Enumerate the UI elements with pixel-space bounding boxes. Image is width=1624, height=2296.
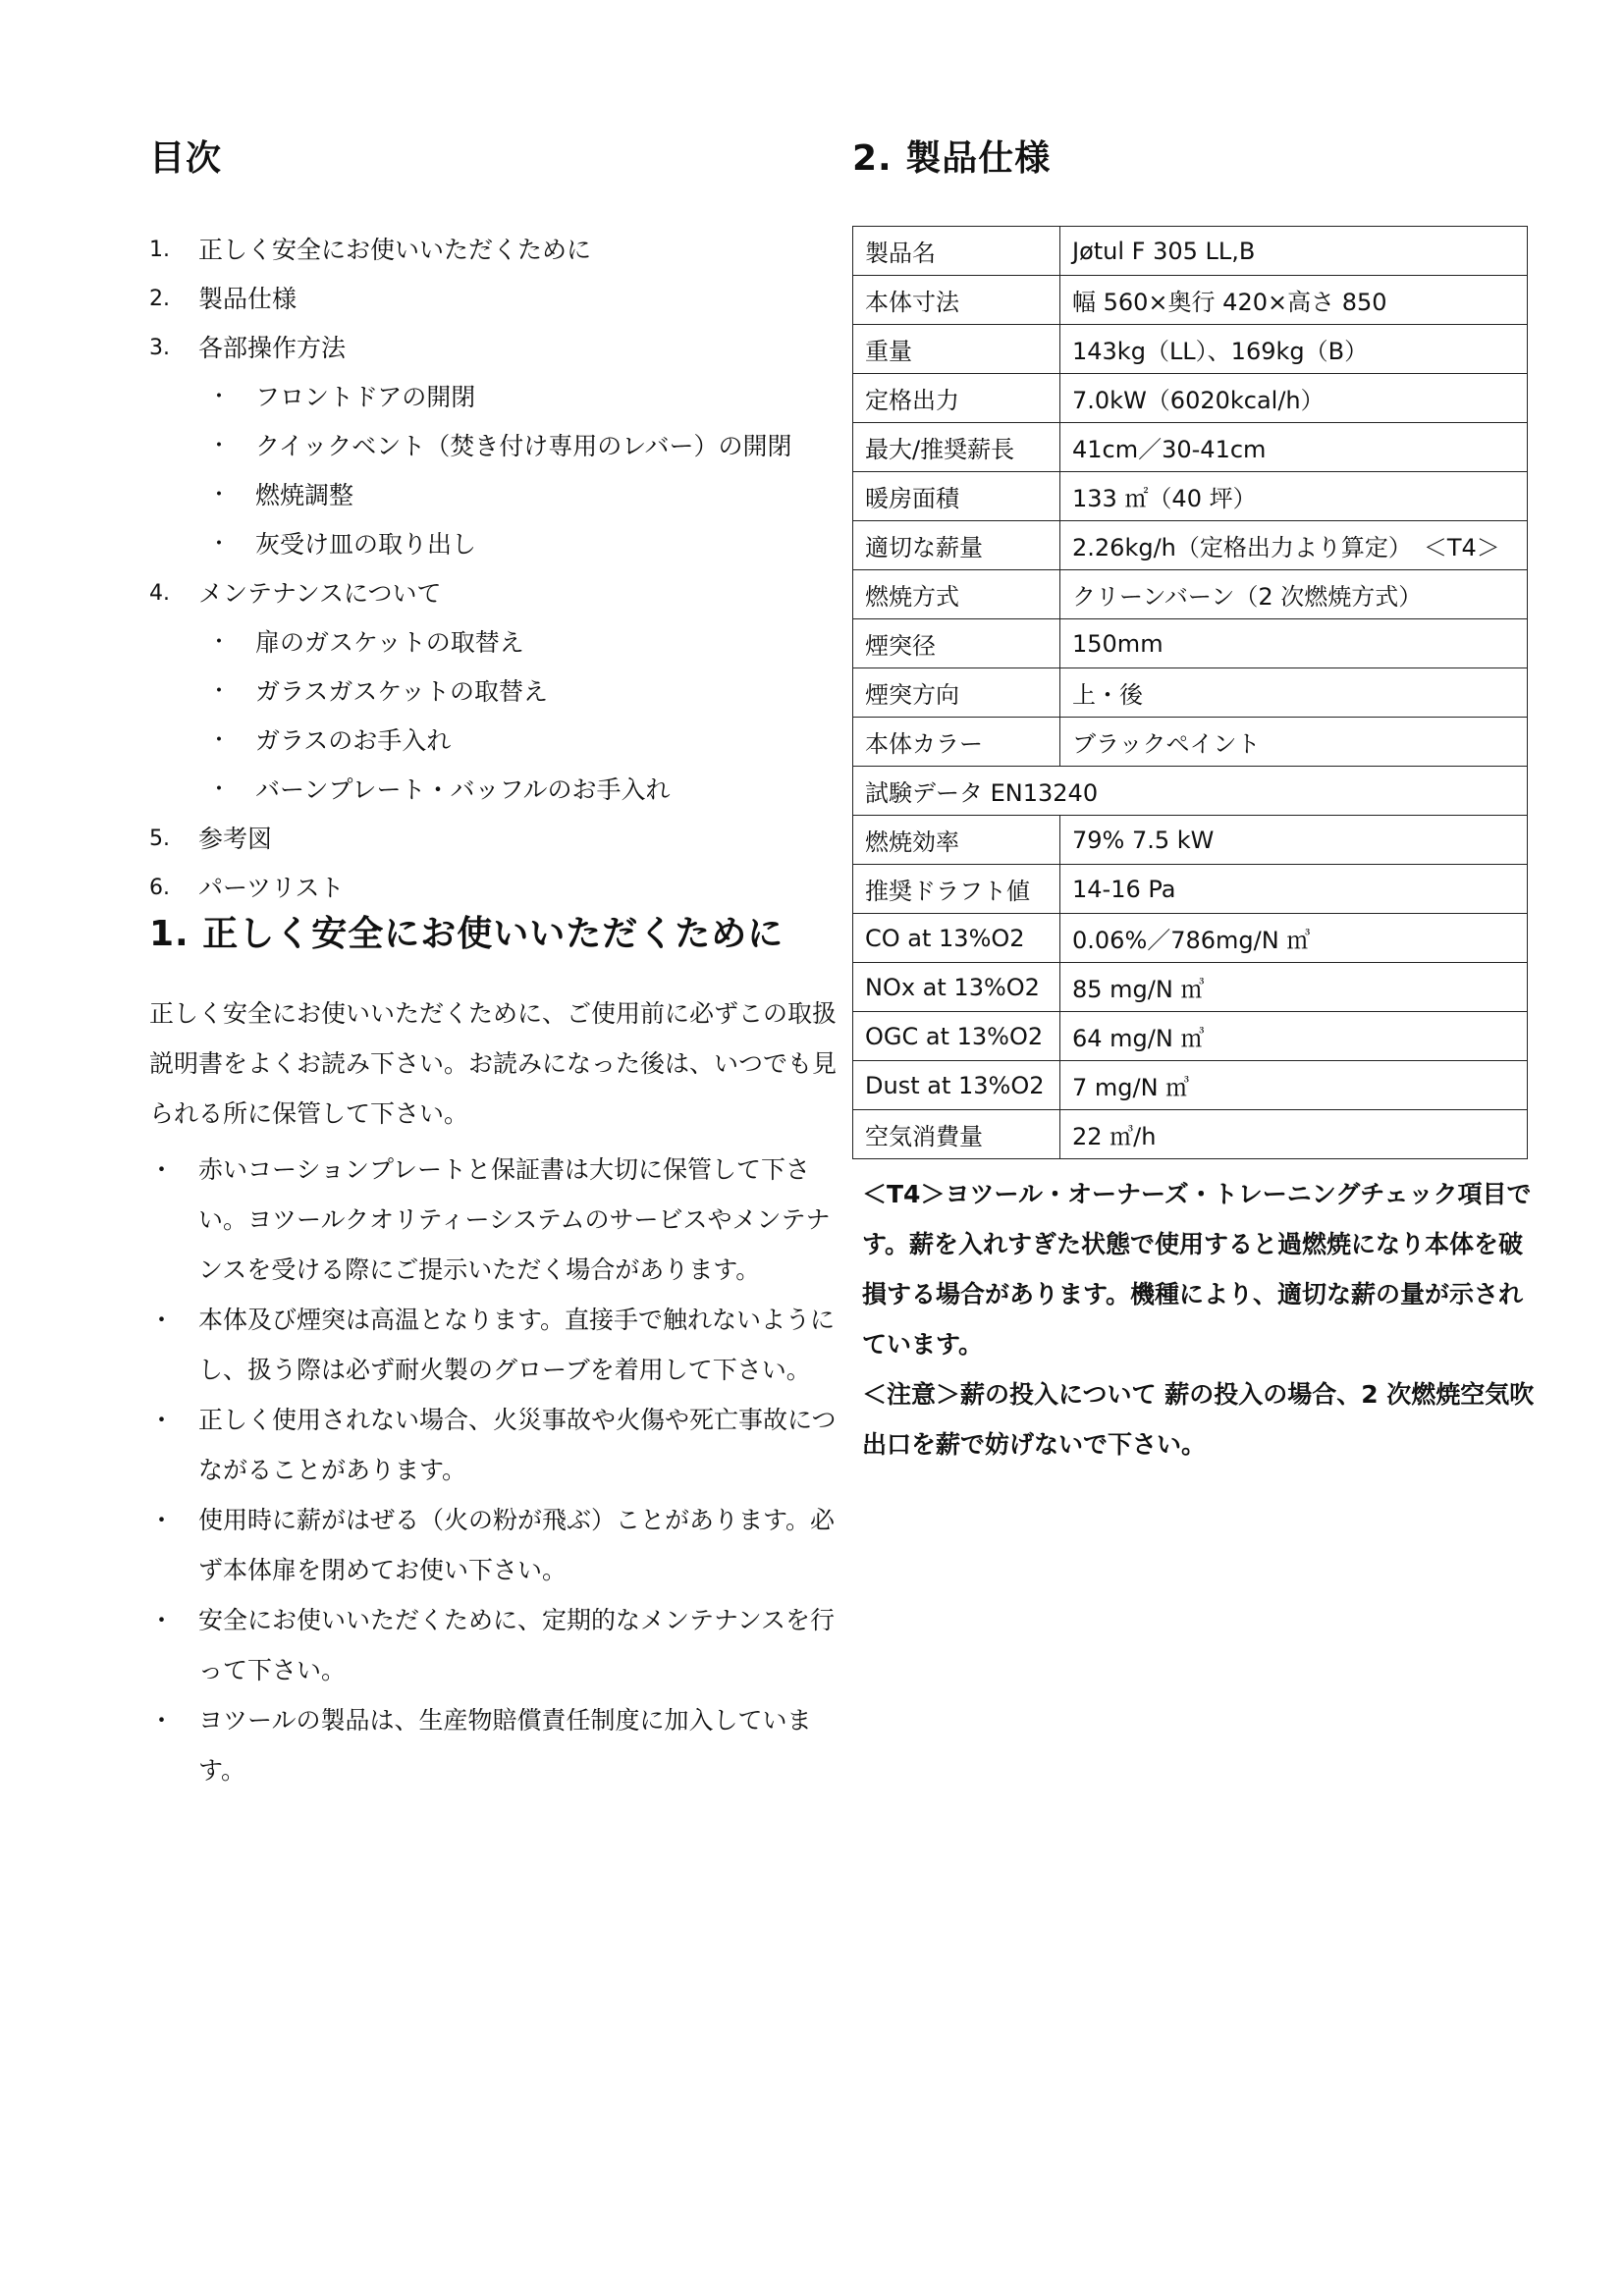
safety-note: ・ 使用時に薪がはぜる（火の粉が飛ぶ）ことがあります。必ず本体扉を閉めてお使い下さい。	[149, 1506, 836, 1585]
safety-note: ・ 正しく使用されない場合、火災事故や火傷や死亡事故につながることがあります。	[149, 1406, 837, 1485]
safety-note: ・ 本体及び煙突は高温となります。直接手で触れないようにし、扱う際は必ず耐火製のグローブを着用して下さい。	[149, 1306, 836, 1385]
toc-subitem[interactable]: ・ 燃焼調整	[208, 481, 354, 509]
toc-item[interactable]: 5. 参考図	[149, 825, 273, 853]
spec-row: 推奨ドラフト値 14-16 Pa	[853, 865, 1528, 914]
toc-subitem[interactable]: ・ 扉のガスケットの取替え	[208, 628, 524, 657]
section1-title: 1. 正しく安全にお使いいただくために	[149, 914, 785, 954]
toc-subitem[interactable]: ・ ガラスガスケットの取替え	[208, 677, 549, 706]
t4-note: ＜T4＞ヨツール・オーナーズ・トレーニングチェック項目です。薪を入れすぎた状態で使用すると過燃焼になり本体を破損する場合があります。機種により、適切な薪の量が示されています。	[862, 1180, 1532, 1359]
spec-row: 本体カラー ブラックペイント	[853, 718, 1528, 767]
safety-note: ・ 赤いコーションプレートと保証書は大切に保管して下さい。ヨツールクオリティーシステムのサービスやメンテナンスを受ける際にご提示いただく場合があります。	[149, 1155, 831, 1285]
spec-row: 煙突径 150mm	[853, 619, 1528, 668]
toc-item[interactable]: 3. 各部操作方法	[149, 334, 347, 362]
spec-row: CO at 13%O2 0.06%／786mg/N ㎥	[853, 914, 1528, 963]
spec-row: 燃焼方式 クリーンバーン（2 次燃焼方式）	[853, 570, 1528, 619]
toc-item[interactable]: 4. メンテナンスについて	[149, 579, 442, 608]
spec-row: 空気消費量 22 ㎥/h	[853, 1110, 1528, 1159]
safety-note: ・ 安全にお使いいただくために、定期的なメンテナンスを行って下さい。	[149, 1606, 836, 1685]
toc-subitem[interactable]: ・ フロントドアの開閉	[208, 383, 476, 411]
spec-row-test-data: 試験データ EN13240	[853, 767, 1528, 816]
right-column	[852, 137, 1540, 1469]
spec-row: 重量 143kg（LL）、169kg（B）	[853, 325, 1528, 374]
toc-title: 目次	[149, 138, 223, 179]
spec-table	[852, 226, 1528, 1159]
spec-row: 本体寸法 幅 560×奥行 420×高さ 850	[853, 276, 1528, 325]
spec-row: Dust at 13%O2 7 mg/N ㎥	[853, 1061, 1528, 1110]
spec-row: 燃焼効率 79% 7.5 kW	[853, 816, 1528, 865]
left-column	[149, 137, 837, 1795]
spec-row: 製品名 Jøtul F 305 LL,B	[853, 227, 1528, 276]
spec-row: NOx at 13%O2 85 mg/N ㎥	[853, 963, 1528, 1012]
safety-note: ・ ヨツールの製品は、生産物賠償責任制度に加入しています。	[149, 1706, 812, 1786]
spec-row: 煙突方向 上・後	[853, 668, 1528, 718]
toc-subitem[interactable]: ・ バーンプレート・バッフルのお手入れ	[208, 775, 671, 804]
toc-subitem[interactable]: ・ ガラスのお手入れ	[208, 726, 452, 755]
toc-item[interactable]: 2. 製品仕様	[149, 285, 298, 313]
toc-subitem[interactable]: ・ 灰受け皿の取り出し	[208, 530, 477, 559]
section2-title: 2. 製品仕様	[852, 138, 1052, 179]
toc-item[interactable]: 6. パーツリスト	[149, 874, 345, 902]
toc-list	[149, 226, 837, 913]
spec-row: 最大/推奨薪長 41cm／30-41cm	[853, 423, 1528, 472]
spec-row: 定格出力 7.0kW（6020kcal/h）	[853, 374, 1528, 423]
caution-note: ＜注意＞薪の投入について 薪の投入の場合、2 次燃焼空気吹出口を薪で妨げないで下さい。	[862, 1380, 1535, 1459]
section1-intro: 正しく安全にお使いいただくために、ご使用前に必ずこの取扱説明書をよくお読み下さい。お読みになった後は、いつでも見られる所に保管して下さい。	[149, 999, 838, 1129]
toc-item[interactable]: 1. 正しく安全にお使いいただくために	[149, 236, 592, 264]
spec-row: 暖房面積 133 ㎡（40 坪）	[853, 472, 1528, 521]
toc-subitem[interactable]: ・ クイックベント（焚き付け専用のレバー）の開閉	[208, 432, 792, 460]
safety-notes	[149, 1145, 837, 1795]
spec-row: OGC at 13%O2 64 mg/N ㎥	[853, 1012, 1528, 1061]
spec-row: 適切な薪量 2.26kg/h（定格出力より算定） ＜T4＞	[853, 521, 1528, 570]
